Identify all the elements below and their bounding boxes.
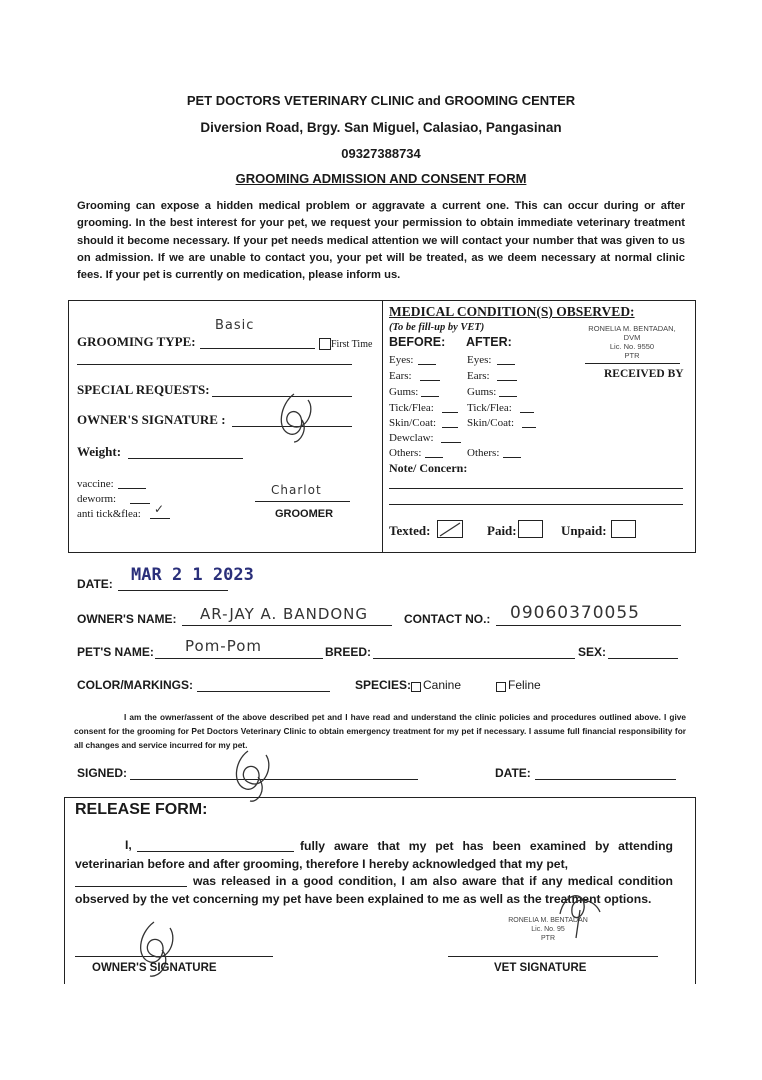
weight-label: Weight:	[77, 444, 122, 459]
gums-after-line[interactable]	[499, 396, 517, 397]
note-line-2[interactable]	[389, 504, 683, 505]
ears-after: Ears:	[467, 370, 490, 382]
ears-before-line[interactable]	[420, 380, 440, 381]
breed-line[interactable]	[373, 658, 575, 659]
grooming-type-line	[200, 348, 315, 349]
others-after-line[interactable]	[503, 457, 521, 458]
received-by-line[interactable]	[585, 363, 680, 364]
note-line-1[interactable]	[389, 488, 683, 489]
contact-value[interactable]: 09060370055	[510, 603, 640, 623]
texted-label: Texted:	[389, 523, 431, 538]
anti-tick-check-mark: ✓	[154, 502, 166, 516]
received-by-label: RECEIVED BY	[604, 368, 684, 380]
before-label: BEFORE:	[389, 335, 446, 349]
stamp-bottom-name: RONELIA M. BENTADAN	[508, 917, 588, 924]
stamp-ptr: PTR	[624, 351, 640, 360]
first-time-label: First Time	[331, 339, 373, 350]
vet-stamp-top	[582, 324, 682, 360]
vaccine-line[interactable]	[118, 488, 146, 489]
after-label: AFTER:	[466, 335, 512, 349]
stamp-bottom-lic: Lic. No. 95	[531, 926, 565, 933]
gums-after: Gums:	[467, 386, 497, 398]
vaccine-label: vaccine:	[77, 478, 114, 490]
tick-after: Tick/Flea:	[467, 402, 512, 414]
contact-label: CONTACT NO.:	[404, 612, 491, 626]
box-divider	[382, 300, 383, 553]
paid-label: Paid:	[487, 523, 517, 538]
owner-signature-label: OWNER'S SIGNATURE :	[77, 412, 226, 427]
signed-label: SIGNED:	[77, 766, 128, 780]
release-title: RELEASE FORM:	[75, 801, 208, 818]
release-text-1: fully aware that my pet has been examined by attending veterinarian before and after grooming, therefore I hereby acknowledged that my pet,	[75, 839, 673, 871]
deworm-line[interactable]	[130, 503, 150, 504]
anti-tick-label: anti tick&flea:	[77, 508, 141, 520]
form-title: GROOMING ADMISSION AND CONSENT FORM	[235, 171, 527, 186]
clinic-phone: 09327388734	[341, 146, 421, 161]
vet-sig-line[interactable]	[448, 956, 658, 957]
others-before: Others:	[389, 447, 422, 459]
eyes-before: Eyes:	[389, 354, 414, 366]
eyes-after-line[interactable]	[497, 364, 515, 365]
consent-paragraph: I am the owner/assent of the above described pet and I have read and understand the clinic policies and procedures outlined above. I give consent for the grooming for Pet Doctors Veterinary Clinic to obtain emergency treatment for my pet if necessary. I assume full financial responsibility for all changes and service incurred for my pet.	[74, 712, 686, 750]
clinic-address: Diversion Road, Brgy. San Miguel, Calasiao, Pangasinan	[200, 120, 562, 135]
others-before-line[interactable]	[425, 457, 443, 458]
pet-name-line[interactable]	[155, 658, 323, 659]
pet-name-label: PET'S NAME:	[77, 645, 154, 659]
medical-title: MEDICAL CONDITION(S) OBSERVED:	[389, 304, 635, 319]
release-text-2: was released in a good condition, I am also aware that if any medical condition observed by the vet concerning my pet have been explained to me as well as the treatment options.	[75, 874, 673, 906]
stamp-bottom-ptr: PTR	[541, 935, 555, 942]
unpaid-label: Unpaid:	[561, 523, 607, 538]
vet-sig-label: VET SIGNATURE	[494, 962, 587, 974]
contact-line[interactable]	[496, 625, 681, 626]
tick-after-line[interactable]	[520, 412, 534, 413]
ears-before: Ears:	[389, 370, 412, 382]
pet-name-value[interactable]: Pom-Pom	[185, 637, 263, 655]
grooming-type-label: GROOMING TYPE:	[77, 334, 196, 349]
tick-before: Tick/Flea:	[389, 402, 434, 414]
owner-name-line[interactable]	[182, 625, 392, 626]
groomer-name: Charlot	[271, 483, 322, 497]
gums-before: Gums:	[389, 386, 419, 398]
color-markings-line[interactable]	[197, 691, 330, 692]
skin-after: Skin/Coat:	[467, 417, 515, 429]
owner-name-value[interactable]: AR-JAY A. BANDONG	[200, 605, 369, 623]
date-line[interactable]	[118, 590, 228, 591]
paid-checkbox[interactable]	[518, 520, 543, 538]
skin-before-line[interactable]	[442, 427, 458, 428]
feline-label: Feline	[508, 678, 541, 692]
breed-label: BREED:	[325, 645, 372, 659]
texted-check-mark	[438, 521, 462, 537]
ears-after-line[interactable]	[497, 380, 517, 381]
anti-tick-line[interactable]	[150, 518, 170, 519]
intro-paragraph: Grooming can expose a hidden medical problem or aggravate a current one. This can occur during or after grooming. In the best interest for your pet, we request your permission to obtain immediate veterinary treatment should it become necessary. If your pet needs medical attention we will contact your number that was given to us on admission. If we are unable to contact you, your pet will be treated, as we deem necessary at normal clinic fees. If your pet is currently on medication, please inform us.	[77, 200, 685, 282]
medical-subtitle: (To be fill-up by VET)	[389, 322, 485, 333]
dewclaw-line[interactable]	[441, 442, 461, 443]
canine-label: Canine	[423, 678, 462, 692]
owner-name-label: OWNER'S NAME:	[77, 612, 177, 626]
stamp-lic: Lic. No. 9550	[609, 342, 655, 351]
texted-checkbox[interactable]	[437, 520, 463, 538]
vet-signature-scribble	[550, 884, 610, 942]
others-after: Others:	[467, 447, 500, 459]
stamp-name: RONELIA M. BENTADAN, DVM	[588, 324, 676, 342]
deworm-label: deworm:	[77, 493, 117, 505]
note-concern-label: Note/ Concern:	[389, 461, 468, 475]
groomer-label: GROOMER	[275, 508, 334, 520]
color-markings-label: COLOR/MARKINGS:	[77, 678, 193, 692]
date-label: DATE:	[77, 577, 113, 591]
eyes-after: Eyes:	[467, 354, 492, 366]
feline-checkbox[interactable]	[496, 682, 506, 692]
dewclaw-label: Dewclaw:	[389, 432, 434, 444]
first-time-checkbox[interactable]	[319, 338, 331, 350]
species-label: SPECIES:	[355, 678, 412, 692]
groomer-line	[255, 501, 350, 502]
signed-date-line[interactable]	[535, 779, 676, 780]
clinic-name: PET DOCTORS VETERINARY CLINIC and GROOMING CENTER	[186, 93, 576, 108]
grooming-extra-line	[77, 364, 352, 365]
date-stamp[interactable]: MAR 2 1 2023	[131, 565, 254, 585]
canine-checkbox[interactable]	[411, 682, 421, 692]
gums-before-line[interactable]	[421, 396, 439, 397]
special-requests-label: SPECIAL REQUESTS:	[77, 382, 210, 397]
owner-sig-label: OWNER'S SIGNATURE	[92, 962, 217, 974]
weight-line[interactable]	[128, 458, 243, 459]
grooming-type-value[interactable]: Basic	[215, 318, 255, 333]
skin-before: Skin/Coat:	[389, 417, 437, 429]
release-i: I,	[125, 838, 132, 852]
skin-after-line[interactable]	[522, 427, 536, 428]
sex-label: SEX:	[578, 645, 607, 659]
unpaid-checkbox[interactable]	[611, 520, 636, 538]
eyes-before-line[interactable]	[418, 364, 436, 365]
sex-line[interactable]	[608, 658, 678, 659]
owner-signature-scribble	[272, 390, 322, 445]
tick-before-line[interactable]	[442, 412, 458, 413]
signed-date-label: DATE:	[495, 766, 531, 780]
